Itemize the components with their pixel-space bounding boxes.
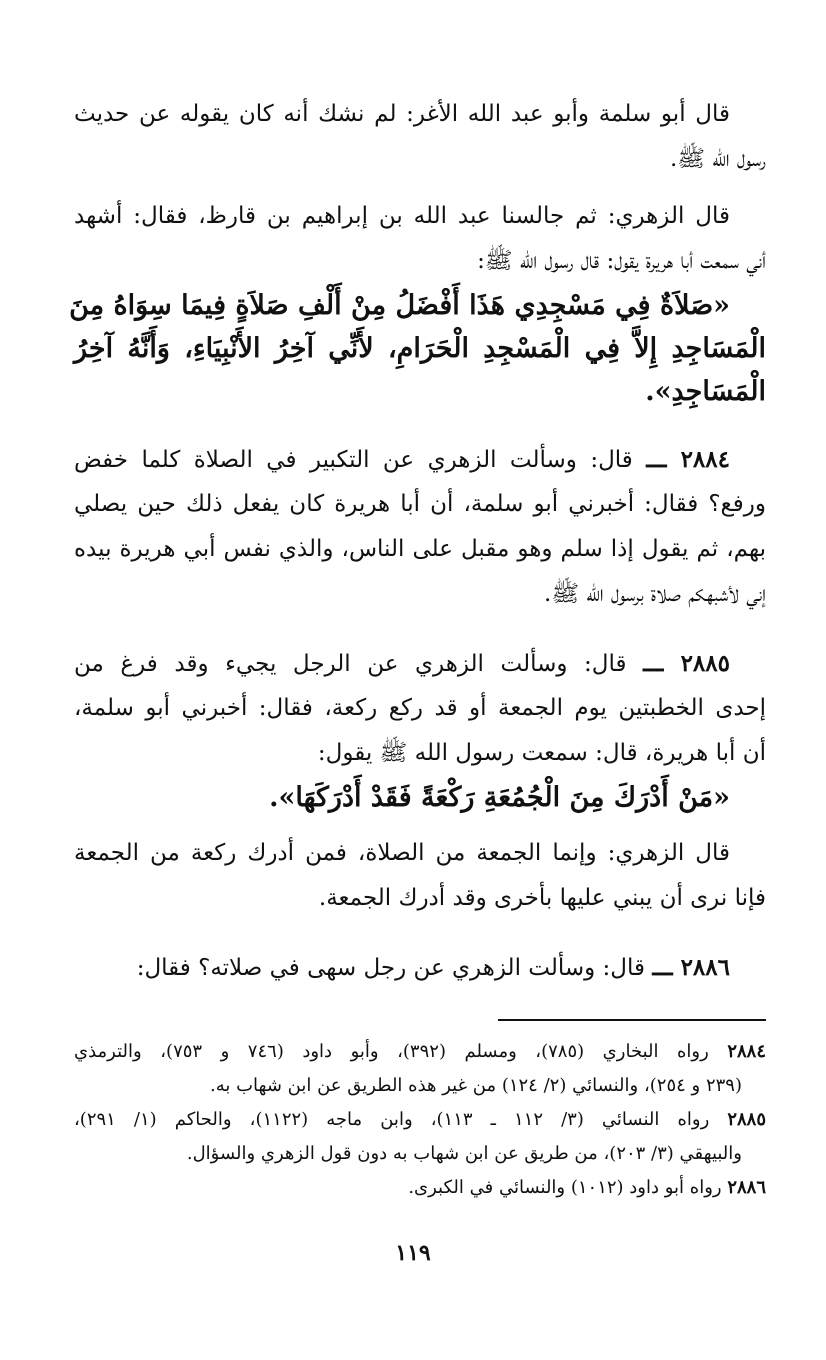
footnote-line: ٢٨٨٥ رواه النسائي (٣/ ١١٢ ـ ١١٣)، وابن ماجه (١١٢٢)، والحاكم (١/ ٢٩١)،	[74, 1109, 767, 1130]
hadith-number: ٢٨٨٥ ـــ	[643, 650, 730, 677]
hadith-line: الْمَسَاجِدِ».	[645, 376, 766, 407]
hadith-line: الْمَسَاجِدِ إِلاَّ فِي الْمَسْجِدِ الْحَرَامِ، لأَنِّي آخِرُ الأَنْبِيَاءِ، وَأَنَّهُ آخِرُ	[74, 333, 766, 364]
hadith-2884	[74, 437, 766, 617]
hadith-quote	[69, 284, 766, 413]
footnote-line: ٢٨٨٤ رواه البخاري (٧٨٥)، ومسلم (٣٩٢)، وأبو داود (٧٤٦ و ٧٥٣)، والترمذي	[74, 1041, 766, 1062]
text-line: ٢٨٨٥ ـــ قال: وسألت الزهري عن الرجل يجيء وقد فرغ من	[74, 650, 730, 677]
paragraph-zuhri	[74, 194, 766, 284]
footnote-2885	[74, 1103, 766, 1171]
hadith-quote	[74, 776, 766, 819]
text-line: رسول الله ﷺ.	[670, 146, 766, 172]
paragraph-abu-salama	[74, 92, 766, 182]
page-number: ١١٩	[395, 1240, 431, 1266]
footnote-line: والبيهقي (٣/ ٢٠٣)، من طريق عن ابن شهاب به دون قول الزهري والسؤال.	[186, 1143, 742, 1164]
text-line: قال أبو سلمة وأبو عبد الله الأغر: لم نشك أنه كان يقوله عن حديث	[74, 101, 730, 127]
footnote-number: ٢٨٨٦	[727, 1177, 766, 1198]
footnote-line: ٢٨٨٦ رواه أبو داود (١٠١٢) والنسائي في الكبرى.	[408, 1177, 766, 1198]
footnote-2886	[74, 1171, 766, 1205]
footnote-separator	[498, 1019, 766, 1021]
text-line: ٢٨٨٦ ـــ قال: وسألت الزهري عن رجل سهى في صلاته؟ فقال:	[136, 954, 730, 981]
hadith-line: «صَلاَةٌ فِي مَسْجِدِي هَذَا أَفْضَلُ مِنْ أَلْفِ صَلاَةٍ فِيمَا سِوَاهُ مِنَ	[69, 290, 730, 321]
hadith-line: «مَنْ أَدْرَكَ مِنَ الْجُمُعَةِ رَكْعَةً فَقَدْ أَدْرَكَهَا».	[269, 782, 730, 813]
text-line: إحدى الخطبتين يوم الجمعة أو قد ركع ركعة، فقال: أخبرني أبو سلمة،	[74, 695, 766, 721]
footnote-line: (٢٣٩ و ٢٥٤)، والنسائي (٢/ ١٢٤) من غير هذه الطريق عن ابن شهاب به.	[210, 1075, 742, 1096]
text-line: ٢٨٨٤ ـــ قال: وسألت الزهري عن التكبير في الصلاة كلما خفض	[74, 446, 730, 473]
hadith-2886	[74, 945, 766, 990]
text-line: قال الزهري: وإنما الجمعة من الصلاة، فمن أدرك ركعة من الجمعة	[74, 840, 730, 866]
text-line: أن أبا هريرة، قال: سمعت رسول الله ﷺ يقول:	[317, 740, 766, 766]
hadith-number: ٢٨٨٤ ـــ	[646, 446, 730, 473]
text-line: بهم، ثم يقول إذا سلم وهو مقبل على الناس، والذي نفس أبي هريرة بيده	[74, 536, 766, 562]
text-line: إني لأشبهكم صلاة برسول الله ﷺ.	[544, 581, 766, 607]
hadith-2885	[74, 641, 766, 921]
footnote-number: ٢٨٨٥	[727, 1109, 767, 1130]
text-line: فإنا نرى أن يبني عليها بأخرى وقد أدرك الجمعة.	[318, 885, 766, 911]
text-line: قال الزهري: ثم جالسنا عبد الله بن إبراهيم بن قارظ، فقال: أشهد	[74, 203, 730, 229]
main-text	[69, 92, 766, 990]
footnote-number: ٢٨٨٤	[727, 1041, 766, 1062]
footnote-2884	[74, 1035, 766, 1103]
text-line: أني سمعت أبا هريرة يقول: قال رسول الله ﷺ:	[477, 248, 766, 274]
footnotes	[74, 1035, 766, 1205]
hadith-number: ٢٨٨٦ ـــ	[652, 954, 730, 981]
text-line: ورفع؟ فقال: أخبرني أبو سلمة، أن أبا هريرة كان يفعل ذلك حين يصلي	[74, 491, 766, 517]
